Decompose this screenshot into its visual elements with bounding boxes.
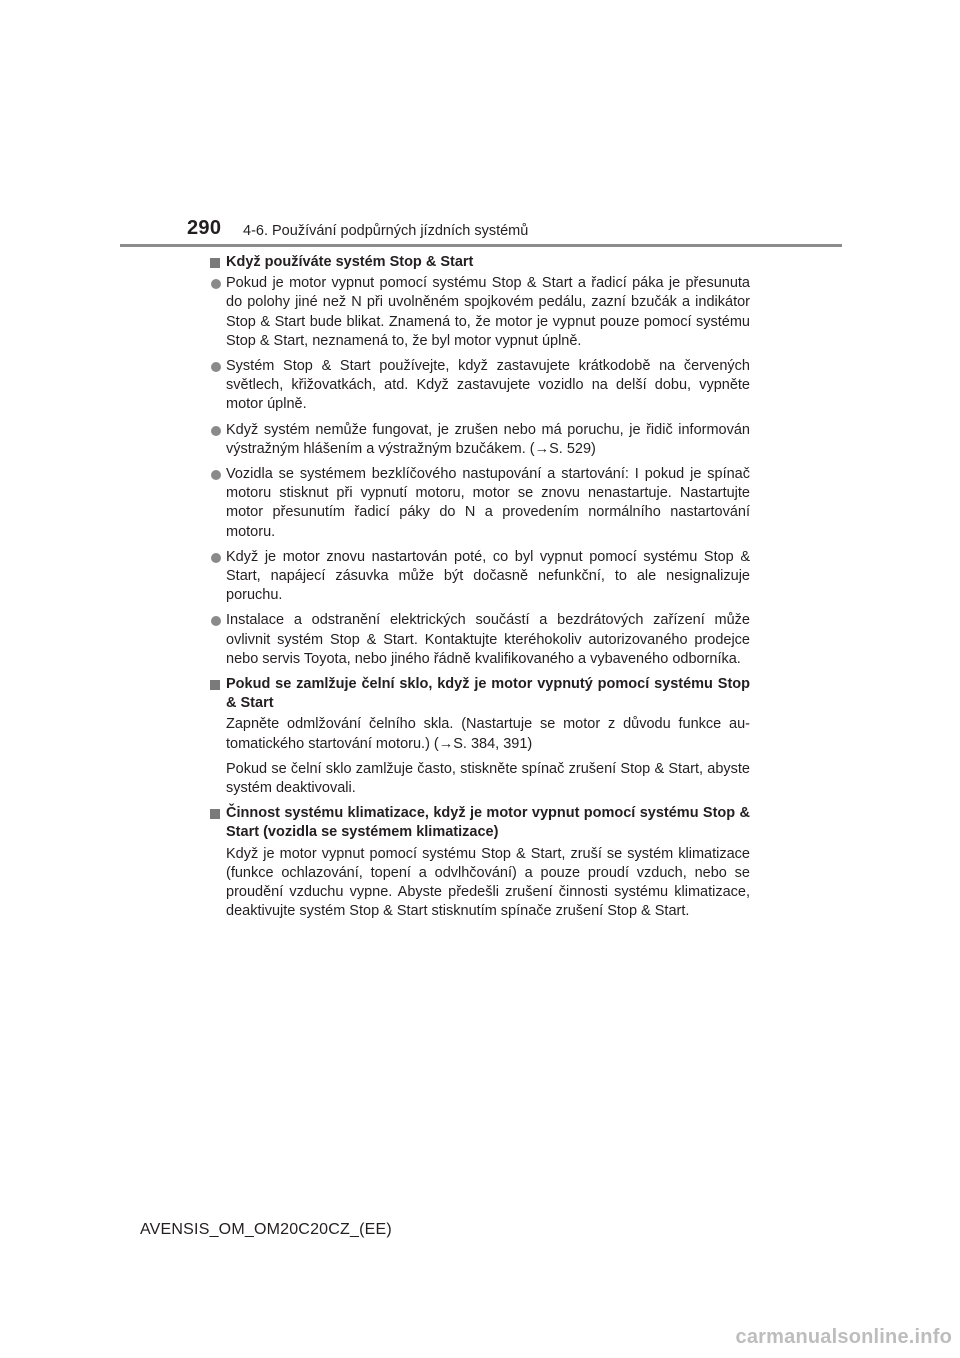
watermark: carmanualsonline.info: [735, 1326, 952, 1348]
section-windshield-fogging: [210, 675, 750, 798]
paragraph: Zapněte odmlžování čelního skla. (Nastartuje se motor z důvodu funkce automatického startování motoru.) (→S. 384, 391): [226, 716, 750, 752]
circle-bullet-icon: [211, 470, 221, 480]
bullet-item: [210, 611, 750, 669]
circle-bullet-icon: [211, 553, 221, 563]
paragraph: Když je motor vypnut pomocí systému Stop & Start, zruší se systém klimatizace (funkce ochlazování, topení a odvlhčování) a pouze proudí vzduch, nebo se proudění vzduchu vypne. Abyste předešli zrušení činnosti systému klimatizace, deaktivujte systém Stop & Start stisknutím spínače zrušení Stop & Start.: [226, 845, 750, 920]
chapter-title: 4-6. Používání podpůrných jízdních systémů: [243, 223, 529, 239]
bullet-item: [210, 357, 750, 415]
bullet-text: Když systém nemůže fungovat, je zrušen nebo má poruchu, je řidič informován výstražným hlášením a výstražným bzučákem. (→S. 529): [226, 421, 750, 457]
section-heading: [210, 253, 750, 272]
bullet-text: Když je motor znovu nastartován poté, co byl vypnut pomocí systému Stop & Start, napájecí zásuvka může být dočasně nefunkční, to ale nesignalizuje poruchu.: [226, 548, 750, 604]
bullet-text: Systém Stop & Start používejte, když zastavujete krátkodobě na červených světlech, křižovatkách, atd. Když zastavujete vozidlo na delší dobu, vypněte motor úplně.: [226, 358, 750, 413]
bullet-item: [210, 421, 750, 459]
page-content: [210, 253, 750, 928]
circle-bullet-icon: [211, 279, 221, 289]
document-code: AVENSIS_OM_OM20C20CZ_(EE): [140, 1221, 392, 1238]
bullet-item: [210, 548, 750, 606]
square-bullet-icon: [210, 258, 220, 268]
section-heading-text: Když používáte systém Stop & Start: [226, 254, 474, 270]
circle-bullet-icon: [211, 616, 221, 626]
paragraph: Pokud se čelní sklo zamlžuje často, stiskněte spínač zrušení Stop & Start, abyste systém deaktivovali.: [226, 760, 750, 797]
bullet-text: Vozidla se systémem bezklíčového nastupování a startování: I pokud je spínač motoru stisknut při vypnutí motoru, motor se znovu nenastartuje. Nastartujte motor přesunutím řadicí páky do N a provedením normálního nastartování motoru.: [226, 466, 750, 540]
page-number: 290: [187, 217, 222, 239]
circle-bullet-icon: [211, 426, 221, 436]
circle-bullet-icon: [211, 362, 221, 372]
section-heading-text: Pokud se zamlžuje čelní sklo, když je motor vypnutý pomocí systému Stop & Start: [226, 676, 750, 712]
section-stop-start-usage: [210, 253, 750, 669]
section-air-conditioning: [210, 804, 750, 921]
bullet-item: [210, 465, 750, 542]
bullet-text: Instalace a odstranění elektrických součástí a bezdrátových zařízení může ovlivnit systém Stop & Start. Kontaktujte kteréhokoliv autorizovaného prodejce nebo servis Toyota, nebo jiného řádně kvalifikovaného a vybaveného odborníka.: [226, 612, 750, 667]
bullet-item: [210, 274, 750, 351]
section-heading-text: Činnost systému klimatizace, když je motor vypnut pomocí systému Stop & Start (vozidla se systémem klimatizace): [226, 805, 750, 841]
section-heading: [210, 804, 750, 842]
square-bullet-icon: [210, 680, 220, 690]
square-bullet-icon: [210, 809, 220, 819]
bullet-text: Pokud je motor vypnut pomocí systému Stop & Start a řadicí páka je přesunuta do polohy jiné než N při uvolněném spojkovém pedálu, zazní bzučák a indikátor Stop & Start bude blikat. Znamená to, že motor je vypnut pouze pomocí systému Stop & Start, neznamená to, že byl motor vypnut úplně.: [226, 275, 750, 349]
header-divider: [120, 244, 842, 247]
section-heading: [210, 675, 750, 713]
